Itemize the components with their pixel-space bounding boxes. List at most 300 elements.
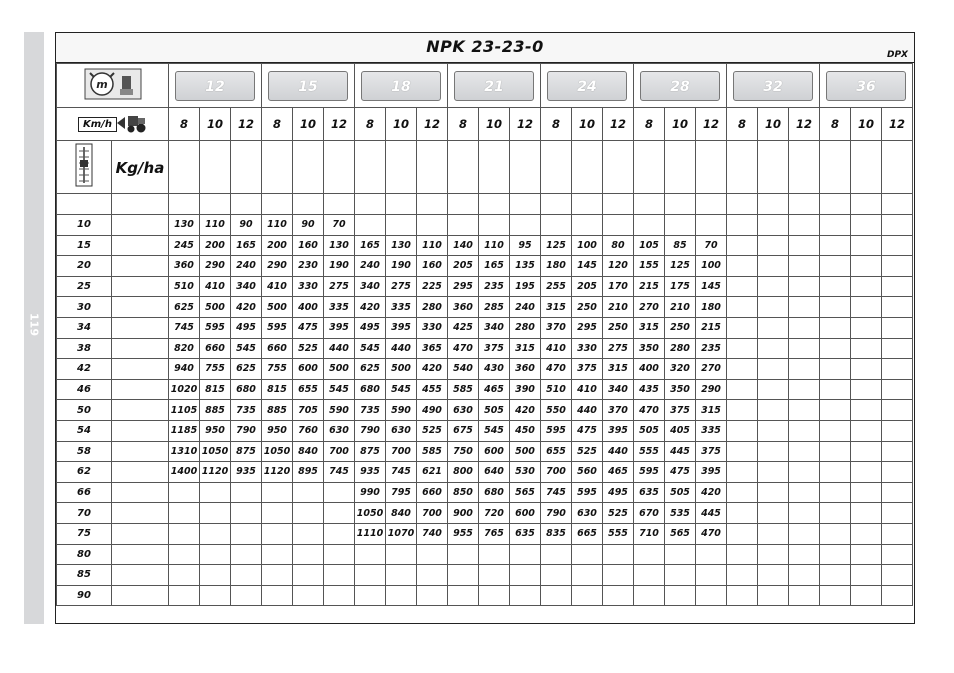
dose-cell: 145 — [572, 256, 603, 277]
dose-cell — [448, 215, 479, 236]
dose-cell — [789, 338, 820, 359]
dose-cell — [696, 565, 727, 586]
dose-cell — [789, 523, 820, 544]
speed-header: 8 — [820, 108, 851, 141]
dose-cell: 935 — [355, 462, 386, 483]
spacer-row — [57, 194, 913, 215]
kgha-label: Kg/ha — [115, 158, 165, 177]
dose-cell: 675 — [448, 420, 479, 441]
dose-cell: 680 — [479, 482, 510, 503]
dose-cell: 240 — [510, 297, 541, 318]
kgha-label-cell — [112, 141, 169, 194]
dose-cell: 625 — [169, 297, 200, 318]
dose-cell — [882, 297, 913, 318]
dose-cell: 700 — [386, 441, 417, 462]
dose-cell — [293, 523, 324, 544]
setting-label: 54 — [57, 420, 112, 441]
table-row — [57, 400, 913, 421]
dose-cell: 130 — [324, 235, 355, 256]
dose-cell: 1020 — [169, 379, 200, 400]
dose-cell: 495 — [231, 317, 262, 338]
dose-cell: 500 — [324, 359, 355, 380]
speed-row — [57, 108, 913, 141]
dose-cell: 320 — [665, 359, 696, 380]
dose-cell: 660 — [262, 338, 293, 359]
dose-cell — [727, 235, 758, 256]
dose-cell — [882, 503, 913, 524]
dose-cell: 621 — [417, 462, 448, 483]
table-row — [57, 462, 913, 483]
dose-cell — [789, 544, 820, 565]
dose-cell — [262, 585, 293, 606]
dose-cell: 745 — [541, 482, 572, 503]
dose-cell: 530 — [510, 462, 541, 483]
dose-cell — [882, 523, 913, 544]
dose-cell — [758, 441, 789, 462]
dose-cell — [789, 400, 820, 421]
dose-cell — [479, 544, 510, 565]
table-row — [57, 235, 913, 256]
blank-cell — [727, 141, 758, 194]
blank-cell — [789, 194, 820, 215]
dose-cell: 395 — [386, 317, 417, 338]
blank-cell — [665, 141, 696, 194]
dose-cell — [727, 523, 758, 544]
dose-cell — [200, 544, 231, 565]
dose-cell — [355, 215, 386, 236]
table-row — [57, 420, 913, 441]
dose-cell: 110 — [417, 235, 448, 256]
dose-cell: 495 — [355, 317, 386, 338]
dose-cell — [665, 585, 696, 606]
dose-cell — [541, 585, 572, 606]
dose-cell — [169, 482, 200, 503]
dose-cell: 565 — [665, 523, 696, 544]
dose-cell: 660 — [417, 482, 448, 503]
dose-cell: 850 — [448, 482, 479, 503]
speed-header: 8 — [262, 108, 293, 141]
dose-cell — [789, 379, 820, 400]
blank-cell — [112, 503, 169, 524]
dose-cell: 790 — [355, 420, 386, 441]
dose-cell — [758, 297, 789, 318]
dose-cell: 885 — [262, 400, 293, 421]
dose-cell: 885 — [200, 400, 231, 421]
blank-cell — [324, 194, 355, 215]
speed-header: 8 — [169, 108, 200, 141]
table-row — [57, 565, 913, 586]
dose-cell: 340 — [355, 276, 386, 297]
dose-cell: 200 — [200, 235, 231, 256]
dose-cell: 140 — [448, 235, 479, 256]
setting-label: 46 — [57, 379, 112, 400]
dose-cell: 330 — [293, 276, 324, 297]
blank-cell — [572, 141, 603, 194]
blank-cell — [386, 194, 417, 215]
blank-cell — [324, 141, 355, 194]
dose-cell: 500 — [510, 441, 541, 462]
dose-cell — [727, 585, 758, 606]
blank-cell — [112, 462, 169, 483]
blank-cell — [541, 194, 572, 215]
setting-label: 62 — [57, 462, 112, 483]
dose-cell: 470 — [448, 338, 479, 359]
speed-header: 10 — [200, 108, 231, 141]
dose-cell: 450 — [510, 420, 541, 441]
dose-cell — [665, 544, 696, 565]
dose-cell: 400 — [634, 359, 665, 380]
blank-cell — [262, 194, 293, 215]
dose-cell — [200, 503, 231, 524]
dose-cell — [758, 503, 789, 524]
table-row — [57, 441, 913, 462]
dose-cell: 655 — [541, 441, 572, 462]
dose-cell: 560 — [572, 462, 603, 483]
dose-cell: 190 — [324, 256, 355, 277]
dose-cell — [727, 297, 758, 318]
dose-cell — [448, 544, 479, 565]
dose-cell — [851, 400, 882, 421]
dose-cell: 630 — [572, 503, 603, 524]
setting-label: 34 — [57, 317, 112, 338]
speed-header: 8 — [448, 108, 479, 141]
setting-label: 58 — [57, 441, 112, 462]
dose-cell: 165 — [479, 256, 510, 277]
dose-cell — [417, 585, 448, 606]
width-pill-28: 28 — [640, 71, 720, 101]
dose-cell: 85 — [665, 235, 696, 256]
blank-cell — [112, 565, 169, 586]
blank-cell — [112, 276, 169, 297]
dose-cell: 295 — [448, 276, 479, 297]
dose-cell — [169, 503, 200, 524]
dose-cell: 270 — [634, 297, 665, 318]
dose-cell — [851, 338, 882, 359]
dose-cell: 700 — [417, 503, 448, 524]
blank-cell — [541, 141, 572, 194]
kmh-label-cell — [57, 108, 169, 141]
dose-cell: 155 — [634, 256, 665, 277]
dose-cell — [355, 585, 386, 606]
dose-cell — [169, 523, 200, 544]
dose-cell: 470 — [541, 359, 572, 380]
blank-cell — [820, 141, 851, 194]
dose-cell — [882, 400, 913, 421]
dose-cell: 180 — [541, 256, 572, 277]
table-row — [57, 585, 913, 606]
dose-cell: 205 — [572, 276, 603, 297]
dose-cell — [324, 503, 355, 524]
dose-cell: 175 — [665, 276, 696, 297]
speed-header: 12 — [882, 108, 913, 141]
dose-cell — [324, 585, 355, 606]
dose-cell — [851, 297, 882, 318]
dose-cell: 655 — [293, 379, 324, 400]
blank-cell — [231, 141, 262, 194]
dose-cell — [727, 482, 758, 503]
dose-cell: 700 — [324, 441, 355, 462]
table-row — [57, 523, 913, 544]
dose-cell: 600 — [510, 503, 541, 524]
dose-cell: 335 — [324, 297, 355, 318]
dose-cell: 745 — [386, 462, 417, 483]
dose-cell — [851, 420, 882, 441]
blank-cell — [479, 141, 510, 194]
dose-cell — [200, 523, 231, 544]
width-row — [57, 64, 913, 108]
speed-header: 8 — [355, 108, 386, 141]
dose-cell: 545 — [324, 379, 355, 400]
dose-cell: 720 — [479, 503, 510, 524]
dose-cell: 80 — [603, 235, 634, 256]
dose-cell: 595 — [572, 482, 603, 503]
dose-cell — [727, 503, 758, 524]
dose-cell: 275 — [603, 338, 634, 359]
setting-label: 20 — [57, 256, 112, 277]
dose-cell: 535 — [665, 503, 696, 524]
blank-cell — [112, 544, 169, 565]
blank-cell — [112, 235, 169, 256]
dose-cell: 290 — [696, 379, 727, 400]
blank-cell — [112, 256, 169, 277]
dose-cell: 200 — [262, 235, 293, 256]
dose-cell: 395 — [324, 317, 355, 338]
dose-cell: 240 — [355, 256, 386, 277]
speed-header: 8 — [727, 108, 758, 141]
width-header — [634, 64, 727, 108]
dose-cell: 315 — [696, 400, 727, 421]
table-row — [57, 544, 913, 565]
dose-cell — [510, 544, 541, 565]
blank-cell — [112, 317, 169, 338]
dose-cell: 210 — [665, 297, 696, 318]
dose-cell: 495 — [603, 482, 634, 503]
blank-cell — [112, 297, 169, 318]
dose-cell: 165 — [231, 235, 262, 256]
dose-cell: 625 — [355, 359, 386, 380]
dose-cell — [603, 544, 634, 565]
dose-cell: 390 — [510, 379, 541, 400]
dose-cell: 565 — [510, 482, 541, 503]
dose-cell — [634, 565, 665, 586]
dose-cell: 1185 — [169, 420, 200, 441]
dose-cell — [882, 441, 913, 462]
dose-cell: 510 — [541, 379, 572, 400]
dose-cell: 505 — [479, 400, 510, 421]
dose-cell: 670 — [634, 503, 665, 524]
dose-cell — [386, 215, 417, 236]
dose-cell — [727, 462, 758, 483]
dose-cell — [262, 482, 293, 503]
dose-cell: 635 — [510, 523, 541, 544]
dose-cell: 395 — [696, 462, 727, 483]
dose-cell: 360 — [448, 297, 479, 318]
dose-cell — [417, 565, 448, 586]
dose-cell: 100 — [696, 256, 727, 277]
dose-cell — [510, 565, 541, 586]
dose-cell: 440 — [603, 441, 634, 462]
dose-cell — [851, 256, 882, 277]
dose-cell: 160 — [293, 235, 324, 256]
speed-header: 12 — [696, 108, 727, 141]
dose-cell — [820, 503, 851, 524]
dose-cell — [820, 256, 851, 277]
dose-cell: 160 — [417, 256, 448, 277]
dose-cell: 1310 — [169, 441, 200, 462]
dose-cell — [851, 462, 882, 483]
blank-cell — [417, 194, 448, 215]
dose-cell — [758, 523, 789, 544]
dose-cell: 235 — [479, 276, 510, 297]
dose-cell: 275 — [324, 276, 355, 297]
dose-cell: 815 — [262, 379, 293, 400]
dose-cell — [510, 585, 541, 606]
dose-cell — [758, 256, 789, 277]
blank-cell — [882, 194, 913, 215]
dose-cell — [634, 585, 665, 606]
dose-cell: 875 — [355, 441, 386, 462]
table-row — [57, 297, 913, 318]
dose-cell — [851, 544, 882, 565]
dose-cell: 110 — [262, 215, 293, 236]
dose-cell — [851, 503, 882, 524]
dose-cell: 215 — [696, 317, 727, 338]
dosage-sheet — [55, 32, 915, 624]
dose-cell — [200, 482, 231, 503]
dose-cell: 315 — [510, 338, 541, 359]
dose-cell — [820, 297, 851, 318]
dose-cell — [851, 585, 882, 606]
dose-cell: 1400 — [169, 462, 200, 483]
dose-cell: 505 — [634, 420, 665, 441]
dose-cell — [789, 235, 820, 256]
blank-cell — [112, 359, 169, 380]
dose-cell — [293, 544, 324, 565]
dose-cell — [727, 256, 758, 277]
dose-cell — [882, 317, 913, 338]
blank-cell — [169, 194, 200, 215]
dose-cell — [851, 276, 882, 297]
dose-cell — [758, 420, 789, 441]
dose-cell: 585 — [417, 441, 448, 462]
dose-cell: 680 — [355, 379, 386, 400]
speed-header: 10 — [293, 108, 324, 141]
blank-cell — [696, 141, 727, 194]
dose-cell — [851, 215, 882, 236]
dose-cell: 285 — [479, 297, 510, 318]
blank-cell — [112, 194, 169, 215]
dose-cell: 545 — [386, 379, 417, 400]
dose-cell — [727, 215, 758, 236]
dose-cell: 490 — [417, 400, 448, 421]
setting-label: 25 — [57, 276, 112, 297]
dose-cell: 500 — [386, 359, 417, 380]
dose-cell: 790 — [541, 503, 572, 524]
dose-cell: 125 — [665, 256, 696, 277]
dose-cell: 440 — [324, 338, 355, 359]
dose-cell: 625 — [231, 359, 262, 380]
dose-cell: 710 — [634, 523, 665, 544]
dose-cell: 295 — [572, 317, 603, 338]
table-row — [57, 276, 913, 297]
dose-cell — [758, 276, 789, 297]
dose-cell — [448, 585, 479, 606]
dose-cell: 595 — [262, 317, 293, 338]
blank-cell — [634, 141, 665, 194]
dose-cell: 900 — [448, 503, 479, 524]
dose-cell: 745 — [324, 462, 355, 483]
dose-cell — [789, 276, 820, 297]
dose-cell: 70 — [324, 215, 355, 236]
dose-cell — [851, 379, 882, 400]
dose-cell: 225 — [417, 276, 448, 297]
dose-cell — [634, 544, 665, 565]
dose-cell — [882, 585, 913, 606]
dose-cell: 215 — [634, 276, 665, 297]
blank-cell — [57, 194, 112, 215]
dose-cell: 540 — [448, 359, 479, 380]
dose-cell: 935 — [231, 462, 262, 483]
dose-cell: 410 — [541, 338, 572, 359]
dose-cell — [882, 338, 913, 359]
dose-cell — [727, 317, 758, 338]
dose-cell: 420 — [510, 400, 541, 421]
dose-cell: 585 — [448, 379, 479, 400]
dose-cell: 545 — [479, 420, 510, 441]
table-row — [57, 482, 913, 503]
blank-cell — [293, 194, 324, 215]
blank-cell — [448, 194, 479, 215]
dose-cell: 700 — [541, 462, 572, 483]
dose-cell: 795 — [386, 482, 417, 503]
dose-cell: 70 — [696, 235, 727, 256]
dose-cell: 1120 — [200, 462, 231, 483]
blank-cell — [789, 141, 820, 194]
dose-cell — [789, 297, 820, 318]
dose-cell: 555 — [634, 441, 665, 462]
width-pill-32: 32 — [733, 71, 813, 101]
dose-cell — [882, 379, 913, 400]
dose-cell: 425 — [448, 317, 479, 338]
dose-cell — [541, 215, 572, 236]
width-header — [541, 64, 634, 108]
blank-cell — [479, 194, 510, 215]
dose-cell: 370 — [603, 400, 634, 421]
dose-cell — [696, 544, 727, 565]
dose-cell: 500 — [200, 297, 231, 318]
dose-cell: 130 — [169, 215, 200, 236]
dose-cell: 595 — [200, 317, 231, 338]
dose-cell — [820, 523, 851, 544]
dose-cell: 1105 — [169, 400, 200, 421]
dose-cell: 365 — [417, 338, 448, 359]
blank-cell — [603, 141, 634, 194]
blank-cell — [882, 141, 913, 194]
dose-cell: 545 — [355, 338, 386, 359]
dose-cell: 250 — [665, 317, 696, 338]
dose-cell — [882, 420, 913, 441]
dose-cell — [200, 565, 231, 586]
dose-cell: 895 — [293, 462, 324, 483]
speed-header: 12 — [789, 108, 820, 141]
blank-cell — [112, 482, 169, 503]
dose-cell: 525 — [603, 503, 634, 524]
dose-cell: 755 — [262, 359, 293, 380]
dose-cell: 815 — [200, 379, 231, 400]
blank-cell — [112, 585, 169, 606]
dose-cell — [634, 215, 665, 236]
dose-cell: 105 — [634, 235, 665, 256]
